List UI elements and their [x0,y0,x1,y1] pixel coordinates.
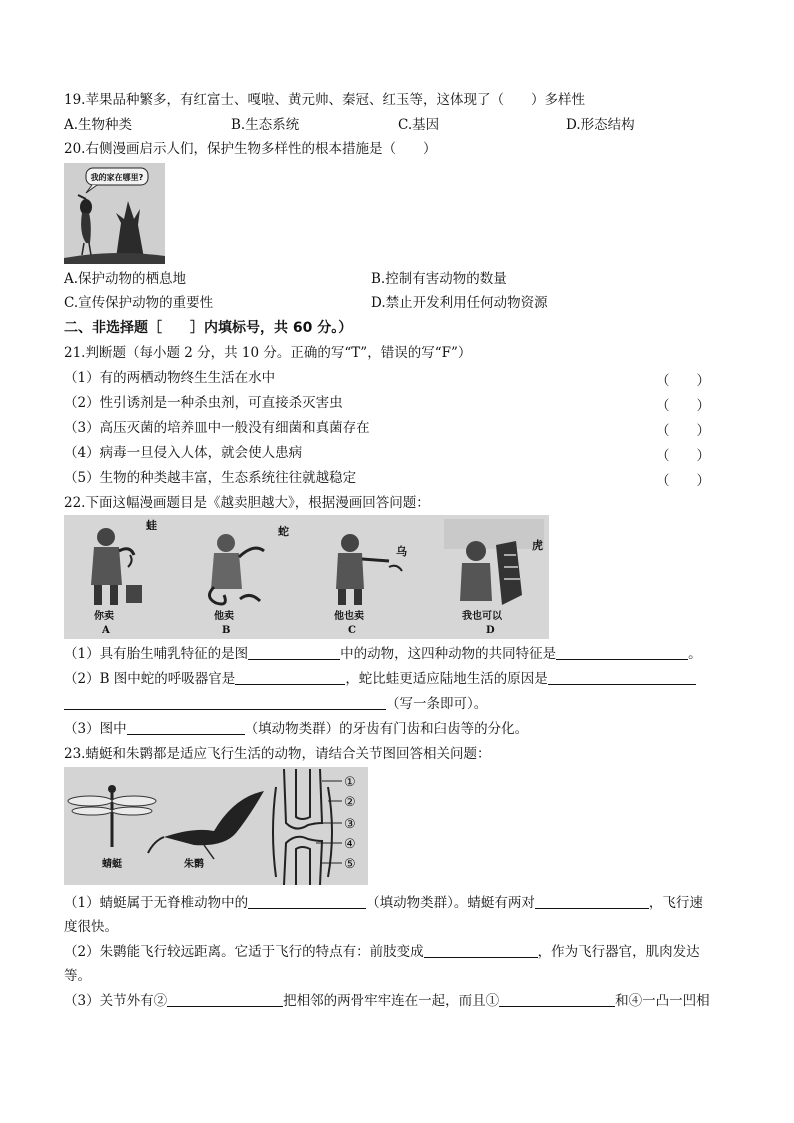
q22-part3 [64,720,528,738]
q22-blank-3[interactable] [235,670,345,685]
q22-p1-text-c: 。 [688,646,702,662]
q23-blank-4[interactable] [167,992,283,1007]
q20-cartoon-image [64,163,165,264]
q22-comic-image [64,515,549,639]
joint-markers [344,775,356,872]
marker-3: ③ [344,817,356,832]
q21-item-1: （1）有的两栖动物终生生活在水中 [64,370,276,386]
q20-option-d: D.禁止开发利用任何动物资源 [371,295,548,311]
q23-image [64,767,368,885]
q22-stem: 22.下面这幅漫画题目是《越卖胆越大》，根据漫画回答问题： [64,495,430,511]
q21-item-2: （2）性引诱剂是一种杀虫剂，可直接杀灭害虫 [64,395,343,411]
q22-part2-cont [64,695,487,713]
panel-c-caption: 他也卖 [334,611,364,622]
q19-option-a: A.生物种类 [64,117,133,133]
q23-p1-text-c: ，飞行速 [648,895,703,911]
panel-d-letter: D [486,625,495,636]
q22-p2-text-a: （2）B 图中蛇的呼吸器官是 [64,671,236,687]
q23-part1-cont: 度很快。 [64,919,118,935]
q20-speech-bubble: 我的家在哪里? [90,173,144,182]
q22-blank-2[interactable] [556,645,688,660]
dragonfly-label: 蜻蜓 [102,859,122,870]
marker-2: ② [344,795,356,810]
q22-p3-text-a: （3）图中 [64,721,127,737]
q22-blank-1[interactable] [248,645,340,660]
q21-answer-box-5[interactable]: （ ） [656,473,710,489]
panel-a-letter: A [102,625,110,636]
q23-p3-text-b: 把相邻的两骨牢牢连在一起，而且① [283,993,500,1009]
q23-p1-text-b: （填动物类群）。蜻蜓有两对 [366,895,535,911]
q23-blank-3[interactable] [424,943,538,958]
q21-answer-box-2[interactable]: （ ） [656,398,710,414]
dragonfly-ibis-joint-illustration [64,767,368,885]
panel-b-animal-label: 蛇 [278,525,289,538]
panel-c-animal-label: 乌 [396,545,407,558]
q21-answer-box-4[interactable]: （ ） [656,448,710,464]
q19-option-d: D.形态结构 [566,117,635,133]
ibis-label: 朱鹮 [184,859,204,870]
q23-part1 [64,894,703,912]
panel-a-animal-label: 蛙 [146,519,157,532]
q22-part1 [64,645,702,663]
marker-5: ⑤ [344,857,356,872]
panel-d-caption: 我也可以 [462,611,502,622]
q22-p2-text-b: ，蛇比蛙更适应陆地生活的原因是 [345,671,548,687]
q23-p1-text-a: （1）蜻蜓属于无脊椎动物中的 [64,895,249,911]
marker-4: ④ [344,837,356,852]
section-2-title: 二、非选择题［ ］内填标号，共 60 分。） [64,320,353,336]
q23-part2 [64,943,700,961]
q21-answer-box-3[interactable]: （ ） [656,423,710,439]
panel-a-caption: 你卖 [94,611,114,622]
q21-answer-box-1[interactable]: （ ） [656,373,710,389]
q20-stem: 20.右侧漫画启示人们，保护生物多样性的根本措施是（ ） [64,141,437,157]
q21-item-4: （4）病毒一旦侵入人体，就会使人患病 [64,445,303,461]
marker-1: ① [344,775,356,790]
q21-item-3: （3）高压灭菌的培养皿中一般没有细菌和真菌存在 [64,420,370,436]
q21-item-5: （5）生物的种类越丰富，生态系统往往就越稳定 [64,470,357,486]
q19-option-b: B.生态系统 [231,117,300,133]
panel-d-animal-label: 虎 [532,539,543,552]
q22-p2-text-c: （写一条即可）。 [386,696,488,712]
q23-p3-text-a: （3）关节外有② [64,993,168,1009]
q23-part2-cont: 等。 [64,968,91,984]
bird-cartoon-illustration [64,163,165,264]
q19-stem: 19.苹果品种繁多，有红富士、嘎啦、黄元帅、秦冠、红玉等，这体现了（ ）多样性 [64,92,585,108]
q23-p2-text-a: （2）朱鹮能飞行较远距离。它适于飞行的特点有：前肢变成 [64,944,424,960]
q22-blank-4[interactable] [548,670,696,685]
q22-p1-text-a: （1）具有胎生哺乳特征的是图 [64,646,249,662]
q20-option-b: B.控制有害动物的数量 [371,271,507,287]
panel-c-letter: C [348,625,356,636]
q21-stem: 21.判断题（每小题 2 分，共 10 分。正确的写“T”，错误的写“F”） [64,345,472,361]
q23-blank-5[interactable] [499,992,615,1007]
q23-blank-2[interactable] [535,894,649,909]
q22-part2 [64,670,696,688]
q23-part3 [64,992,710,1010]
panel-b-letter: B [222,625,231,636]
q19-option-c: C.基因 [398,117,440,133]
q22-blank-6[interactable] [127,720,245,735]
q23-p2-text-b: ，作为飞行器官，肌肉发达 [537,944,700,960]
q22-p3-text-b: （填动物类群）的牙齿有门齿和臼齿等的分化。 [244,721,529,737]
q23-p3-text-c: 和④一凸一凹相 [615,993,710,1009]
panel-b-caption: 他卖 [214,611,234,622]
q23-blank-1[interactable] [248,894,366,909]
comic-strip-illustration [64,515,549,639]
q22-p1-text-b: 中的动物，这四种动物的共同特征是 [340,646,557,662]
q20-option-c: C.宣传保护动物的重要性 [64,295,214,311]
q20-option-a: A.保护动物的栖息地 [64,271,187,287]
q22-blank-5[interactable] [64,695,386,710]
q23-stem: 23.蜻蜓和朱鹮都是适应飞行生活的动物，请结合关节图回答相关问题： [64,746,491,762]
